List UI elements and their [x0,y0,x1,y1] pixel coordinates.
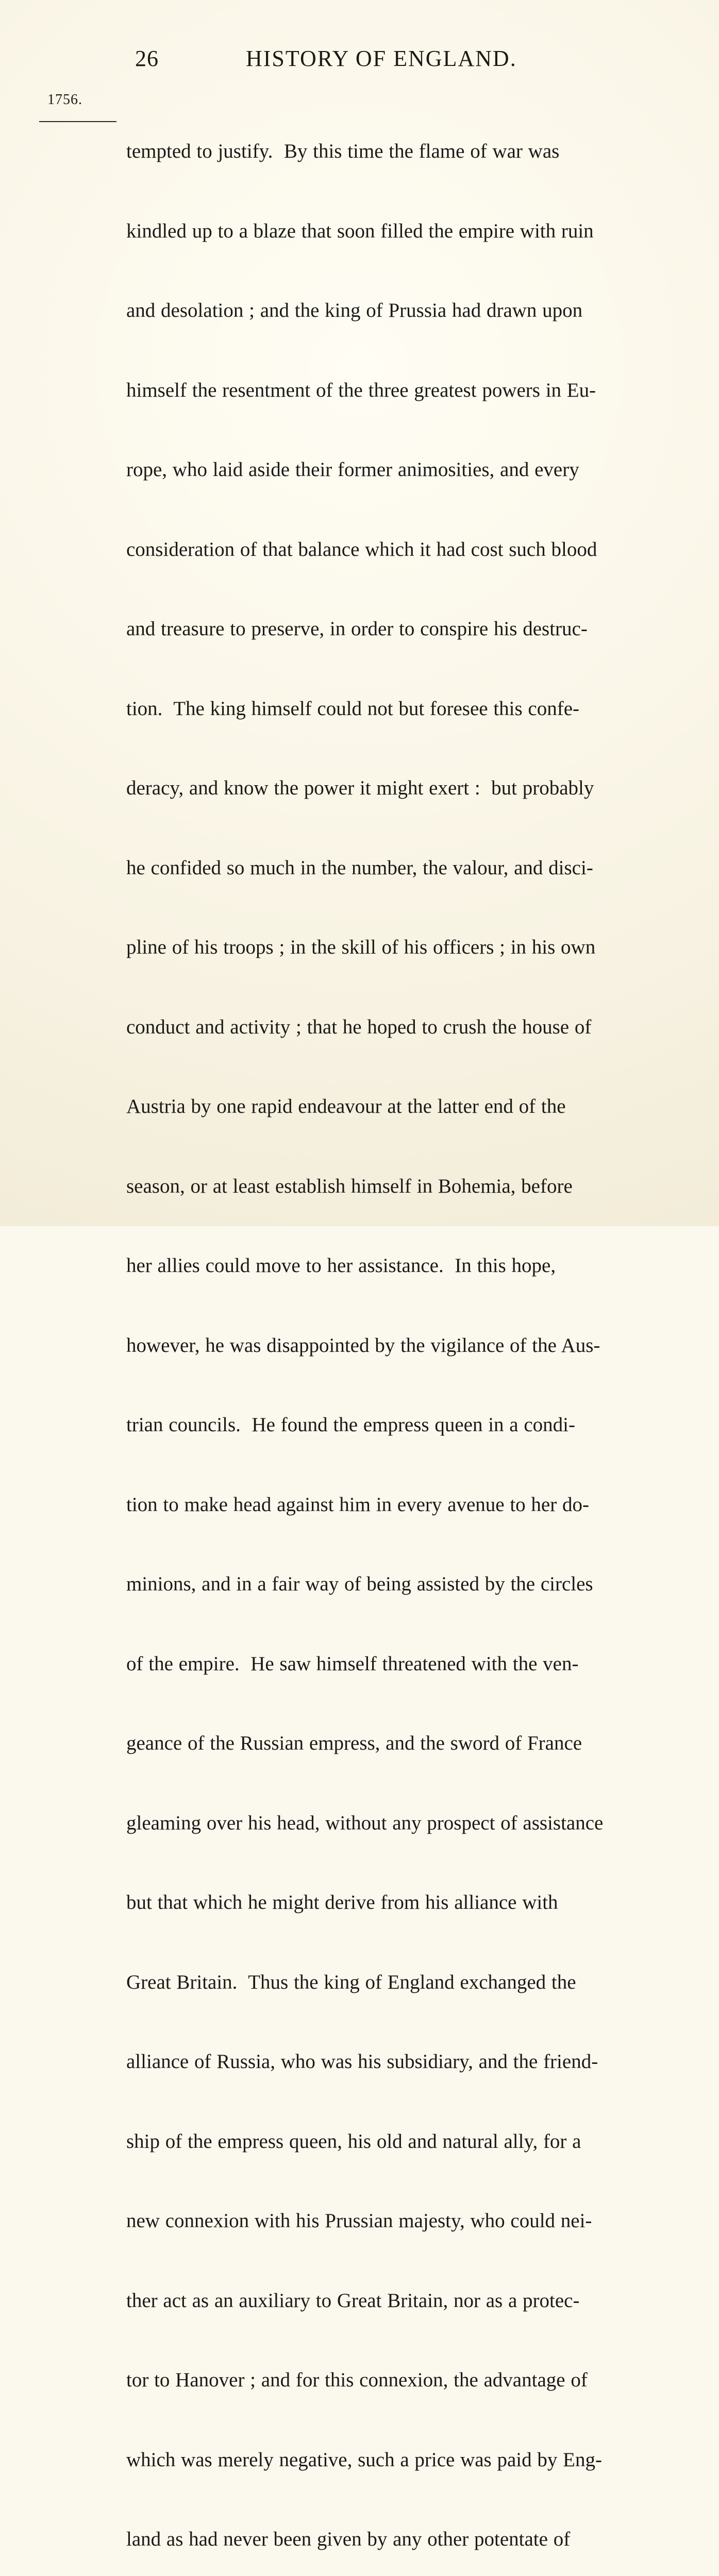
text-line: tor to Hanover ; and for this connexion, the advantage of [126,2369,588,2391]
text-line: land as had never been given by any other potentate of [126,2528,571,2550]
text-line: himself the resentment of the three greatest powers in Eu- [126,379,596,401]
text-line: and desolation ; and the king of Prussia had drawn upon [126,299,583,321]
running-title: HISTORY OF ENGLAND. [246,46,517,71]
text-line: alliance of Russia, who was his subsidiary, and the friend- [126,2050,598,2073]
text-line: and treasure to preserve, in order to conspire his destruc- [126,618,588,640]
text-line: season, or at least establish himself in Bohemia, before [126,1175,573,1197]
text-line: tempted to justify. By this time the flame of war was [126,140,560,162]
text-line: pline of his troops ; in the skill of his officers ; in his own [126,936,596,958]
text-line: but that which he might derive from his alliance with [126,1891,558,1913]
text-line: which was merely negative, such a price was paid by Eng- [126,2448,602,2471]
text-line: minions, and in a fair way of being assisted by the circles [126,1573,593,1595]
text-line: deracy, and know the power it might exert : but probably [126,777,594,799]
text-line: rope, who laid aside their former animosities, and every [126,459,579,481]
text-line: of the empire. He saw himself threatened with the ven- [126,1652,579,1675]
text-line: tion. The king himself could not but foresee this confe- [126,697,580,720]
page-header [135,45,558,77]
margin-rule [39,121,116,122]
text-line: her allies could move to her assistance. In this hope, [126,1255,556,1277]
text-line: trian councils. He found the empress queen in a condi- [126,1414,575,1436]
page-number: 26 [135,46,159,71]
text-line: Austria by one rapid endeavour at the latter end of the [126,1095,566,1117]
margin-year: 1756. [47,92,82,108]
main-text [126,85,683,2576]
text-line: consideration of that balance which it had cost such blood [126,538,597,561]
text-line: tion to make head against him in every avenue to her do- [126,1493,589,1516]
text-line: gleaming over his head, without any prospect of assistance [126,1811,604,1834]
text-line: he confided so much in the number, the valour, and disci- [126,856,593,879]
text-line: ther act as an auxiliary to Great Britain, nor as a protec- [126,2289,580,2312]
text-line: Great Britain. Thus the king of England exchanged the [126,1971,576,1993]
text-line: conduct and activity ; that he hoped to crush the house of [126,1015,592,1038]
text-line: ship of the empress queen, his old and natural ally, for a [126,2130,581,2153]
text-line: geance of the Russian empress, and the sword of France [126,1732,582,1754]
text-line: however, he was disappointed by the vigilance of the Aus- [126,1334,600,1357]
text-line: kindled up to a blaze that soon filled the empire with ruin [126,219,594,242]
text-line: new connexion with his Prussian majesty, who could nei- [126,2210,592,2232]
